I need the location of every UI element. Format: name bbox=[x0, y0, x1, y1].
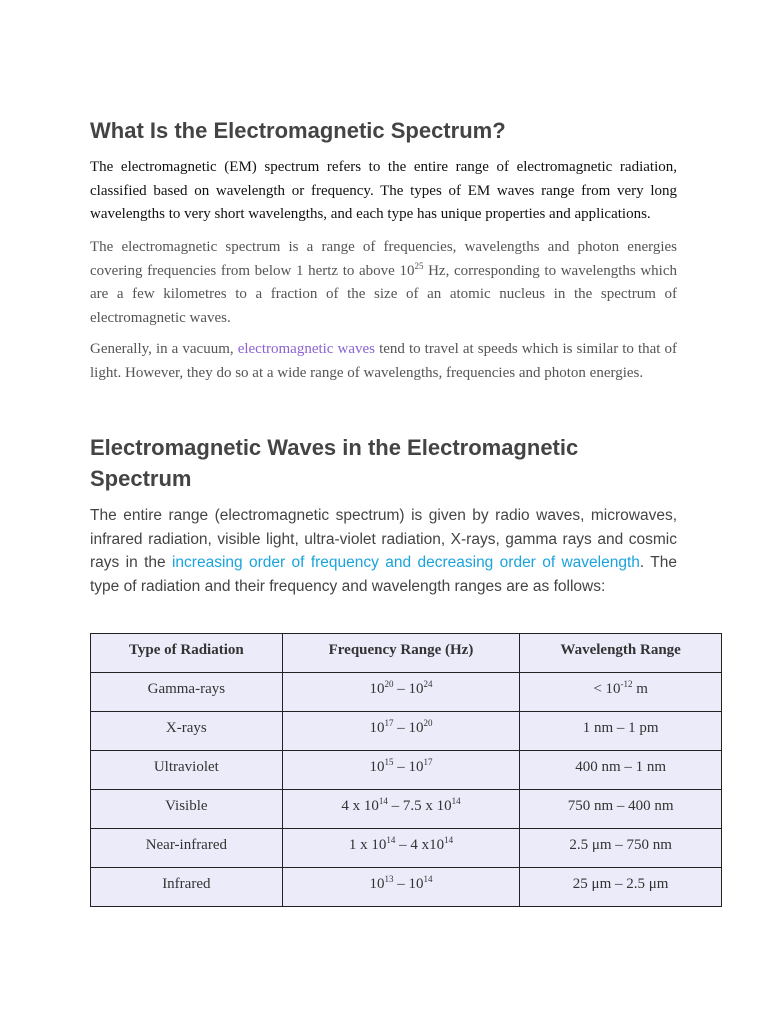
header-wavelength: Wavelength Range bbox=[520, 634, 722, 673]
frequency-high-exponent: 14 bbox=[444, 835, 454, 845]
wavelength-unit: m bbox=[632, 681, 648, 697]
frequency-low-base: 10 bbox=[369, 681, 385, 697]
table-row bbox=[91, 790, 722, 829]
range-separator: – bbox=[393, 720, 409, 736]
electromagnetic-waves-link[interactable]: electromagnetic waves bbox=[237, 341, 376, 357]
frequency-low-exponent: 17 bbox=[384, 718, 394, 728]
cell-type: Infrared bbox=[91, 868, 283, 907]
header-frequency: Frequency Range (Hz) bbox=[282, 634, 520, 673]
em-waves-paragraph bbox=[90, 504, 677, 598]
frequency-low-base: 10 bbox=[369, 720, 385, 736]
frequency-order-link[interactable]: increasing order of frequency and decreasing order of wavelength bbox=[171, 554, 640, 571]
cell-frequency bbox=[282, 829, 520, 868]
table-row bbox=[91, 868, 722, 907]
wavelength-text: < 10 bbox=[593, 681, 621, 697]
frequency-high-base: 4 x10 bbox=[410, 837, 445, 853]
paragraph-text: . The type of radiation and their frequency and wavelength ranges are as follows: bbox=[90, 554, 678, 595]
range-separator: – bbox=[393, 681, 409, 697]
table-row bbox=[91, 829, 722, 868]
frequency-high-base: 7.5 x 10 bbox=[402, 798, 452, 814]
cell-wavelength bbox=[520, 712, 722, 751]
exponent: 25 bbox=[414, 260, 424, 271]
vacuum-speed-paragraph bbox=[90, 338, 677, 385]
range-separator: – bbox=[395, 837, 411, 853]
cell-wavelength bbox=[520, 751, 722, 790]
header-type: Type of Radiation bbox=[91, 634, 283, 673]
section-title-spectrum: What Is the Electromagnetic Spectrum? bbox=[90, 118, 506, 143]
frequency-high-exponent: 17 bbox=[423, 757, 433, 767]
frequency-low-exponent: 14 bbox=[386, 835, 396, 845]
frequency-low-exponent: 15 bbox=[384, 757, 394, 767]
wavelength-text: 1 nm – 1 pm bbox=[582, 720, 659, 736]
cell-wavelength bbox=[520, 868, 722, 907]
wavelength-text: 750 nm – 400 nm bbox=[567, 798, 674, 814]
cell-wavelength bbox=[520, 790, 722, 829]
radiation-table bbox=[90, 633, 722, 907]
frequency-high-base: 10 bbox=[408, 720, 424, 736]
wavelength-text: 25 μm – 2.5 μm bbox=[572, 876, 669, 892]
paragraph-text: The electromagnetic spectrum is a range of frequencies, wavelengths and photon energies covering frequencies from below 1 hertz to above 10 bbox=[90, 239, 677, 279]
paragraph-text: The entire range (electromagnetic spectrum) is given by radio waves, microwaves, infrared radiation, visible light, ultra-violet radiation, X-rays, gamma rays and cosmic rays in the bbox=[90, 507, 677, 571]
cell-wavelength bbox=[520, 673, 722, 712]
range-separator: – bbox=[393, 759, 409, 775]
paragraph-text: Generally, in a vacuum, bbox=[90, 341, 238, 357]
range-separator: – bbox=[393, 876, 409, 892]
wavelength-text: 2.5 μm – 750 nm bbox=[569, 837, 672, 853]
frequency-low-base: 1 x 10 bbox=[348, 837, 387, 853]
paragraph-text: Hz, corresponding to wavelengths which are a few kilometres to a fraction of the size of an atomic nucleus in the spectrum of electromagnetic waves. bbox=[90, 262, 677, 326]
cell-frequency bbox=[282, 790, 520, 829]
frequency-high-base: 10 bbox=[408, 681, 424, 697]
range-separator: – bbox=[387, 798, 403, 814]
frequency-high-exponent: 14 bbox=[423, 874, 433, 884]
frequency-low-base: 4 x 10 bbox=[341, 798, 379, 814]
cell-frequency bbox=[282, 712, 520, 751]
frequency-low-base: 10 bbox=[369, 876, 385, 892]
frequency-low-base: 10 bbox=[369, 759, 385, 775]
cell-frequency bbox=[282, 868, 520, 907]
frequency-high-exponent: 14 bbox=[451, 796, 461, 806]
frequency-high-base: 10 bbox=[408, 876, 424, 892]
intro-paragraph: The electromagnetic (EM) spectrum refers to the entire range of electromagnetic radiation, classified based on wavelength or frequency. The types of EM waves range from very long wavelengths to very short wavelengths, and each type has unique properties and applications. bbox=[90, 159, 677, 222]
wavelength-text: 400 nm – 1 nm bbox=[575, 759, 667, 775]
cell-type: Gamma-rays bbox=[91, 673, 283, 712]
table-row bbox=[91, 673, 722, 712]
cell-frequency bbox=[282, 673, 520, 712]
frequency-low-exponent: 20 bbox=[384, 679, 394, 689]
cell-type: Near-infrared bbox=[91, 829, 283, 868]
cell-frequency bbox=[282, 751, 520, 790]
wavelength-exponent: -12 bbox=[620, 679, 633, 689]
paragraph-text: tend to travel at speeds which is similar to that of light. However, they do so at a wide range of wavelengths, frequencies and photon energies. bbox=[90, 341, 678, 381]
cell-wavelength bbox=[520, 829, 722, 868]
cell-type: Ultraviolet bbox=[91, 751, 283, 790]
frequency-low-exponent: 14 bbox=[378, 796, 388, 806]
frequency-high-base: 10 bbox=[408, 759, 424, 775]
table-header-row bbox=[91, 634, 722, 673]
section-title-em-waves: Electromagnetic Waves in the Electromagnetic Spectrum bbox=[90, 435, 579, 491]
spectrum-range-paragraph bbox=[90, 236, 677, 330]
frequency-high-exponent: 24 bbox=[423, 679, 433, 689]
table-row bbox=[91, 712, 722, 751]
cell-type: X-rays bbox=[91, 712, 283, 751]
cell-type: Visible bbox=[91, 790, 283, 829]
frequency-high-exponent: 20 bbox=[423, 718, 433, 728]
frequency-low-exponent: 13 bbox=[384, 874, 394, 884]
table-row bbox=[91, 751, 722, 790]
